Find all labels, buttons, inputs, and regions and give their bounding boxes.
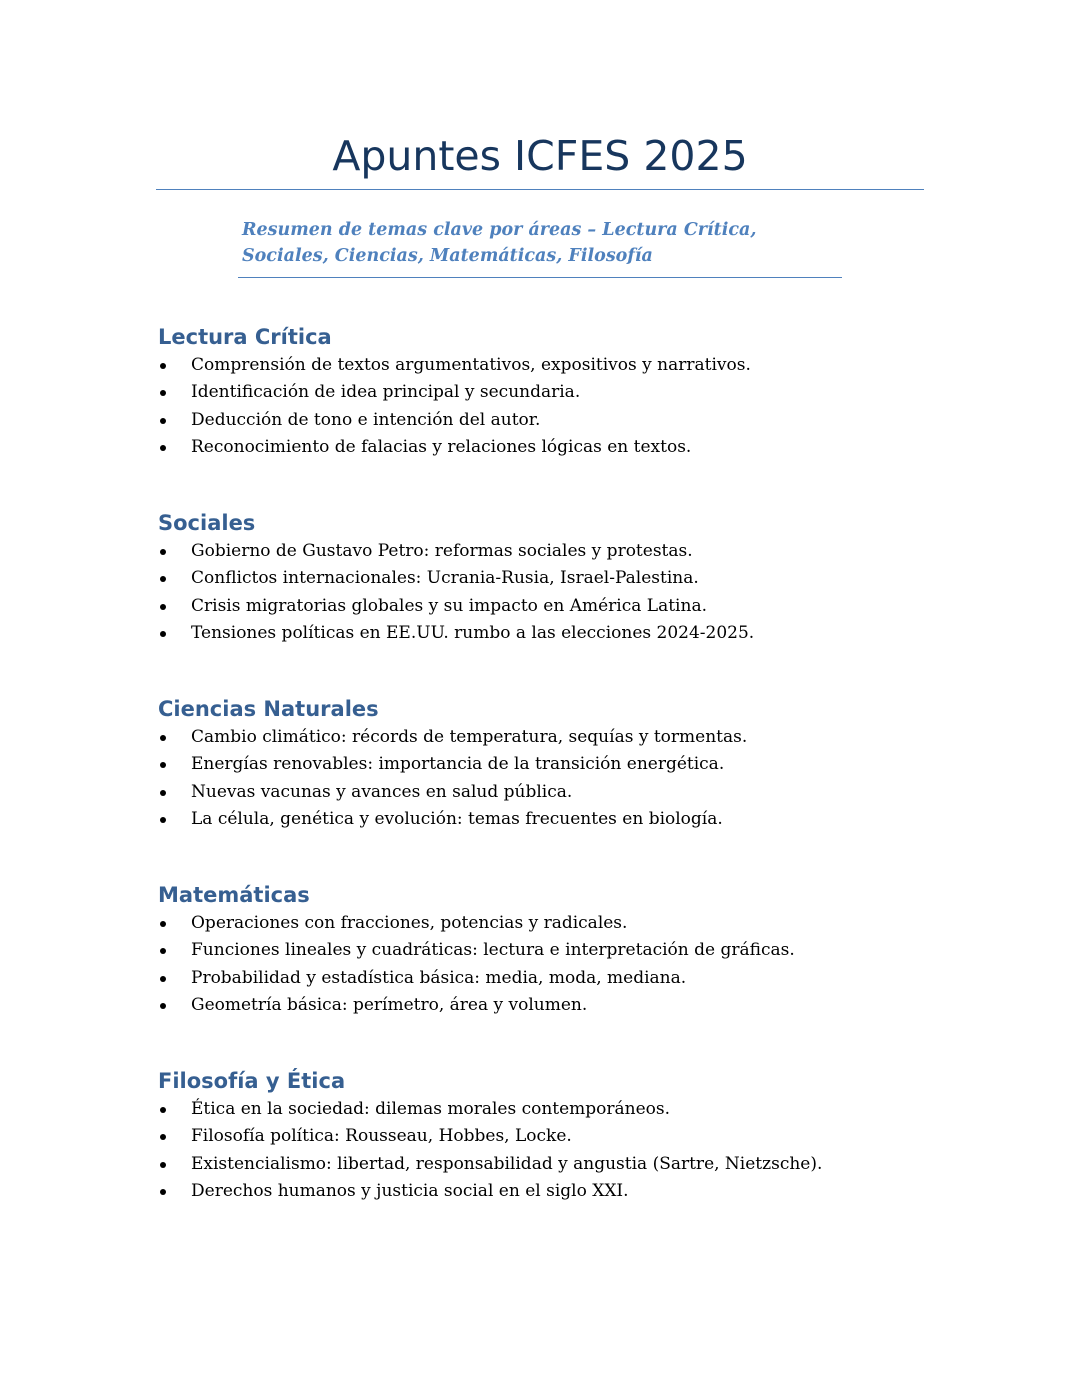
- bullet-list: [158, 910, 958, 1019]
- list-item: [158, 352, 958, 379]
- list-item: [158, 379, 958, 406]
- list-item-text: Derechos humanos y justicia social en el siglo XXI.: [191, 1180, 629, 1201]
- list-item-text: La célula, genética y evolución: temas frecuentes en biología.: [191, 808, 723, 829]
- list-item: [158, 593, 958, 620]
- list-item-text: Crisis migratorias globales y su impacto en América Latina.: [191, 595, 707, 616]
- section-ciencias-naturales: [158, 694, 958, 833]
- list-item: [158, 1178, 958, 1205]
- bullet-icon: [160, 390, 166, 396]
- list-item: [158, 620, 958, 647]
- list-item: [158, 992, 958, 1019]
- list-item-text: Funciones lineales y cuadráticas: lectura e interpretación de gráficas.: [191, 940, 795, 961]
- list-item: [158, 434, 958, 461]
- list-item-text: Cambio climático: récords de temperatura, sequías y tormentas.: [191, 727, 748, 747]
- section-matematicas: [158, 880, 958, 1019]
- list-item: [158, 965, 958, 992]
- list-item-text: Existencialismo: libertad, responsabilidad y angustia (Sartre, Nietzsche).: [191, 1153, 823, 1174]
- section-sociales: [158, 508, 958, 647]
- bullet-icon: [160, 576, 166, 582]
- bullet-icon: [160, 817, 166, 823]
- list-item: [158, 1096, 958, 1123]
- bullet-list: [158, 1096, 958, 1205]
- bullet-icon: [160, 1003, 166, 1009]
- list-item: [158, 910, 958, 937]
- section-heading: Sociales: [158, 511, 256, 535]
- list-item-text: Nuevas vacunas y avances en salud pública.: [191, 781, 573, 802]
- list-item-text: Probabilidad y estadística básica: media, moda, mediana.: [191, 967, 687, 988]
- list-item-text: Gobierno de Gustavo Petro: reformas sociales y protestas.: [191, 541, 693, 561]
- bullet-icon: [160, 418, 166, 424]
- bullet-icon: [160, 1107, 166, 1113]
- list-item: [158, 538, 958, 565]
- bullet-icon: [160, 735, 166, 741]
- list-item-text: Ética en la sociedad: dilemas morales contemporáneos.: [191, 1099, 671, 1119]
- list-item: [158, 806, 958, 833]
- bullet-icon: [160, 790, 166, 796]
- section-heading: Matemáticas: [158, 883, 310, 907]
- bullet-icon: [160, 948, 166, 954]
- section-heading: Ciencias Naturales: [158, 697, 379, 721]
- bullet-icon: [160, 1134, 166, 1140]
- document-subtitle: Resumen de temas clave por áreas – Lectura Crítica, Sociales, Ciencias, Matemáticas, Filosofía: [242, 220, 757, 266]
- bullet-icon: [160, 762, 166, 768]
- list-item-text: Identificación de idea principal y secundaria.: [191, 382, 581, 403]
- list-item-text: Reconocimiento de falacias y relaciones lógicas en textos.: [191, 436, 692, 457]
- bullet-list: [158, 352, 958, 461]
- list-item-text: Deducción de tono e intención del autor.: [191, 409, 541, 430]
- list-item-text: Geometría básica: perímetro, área y volumen.: [191, 994, 588, 1015]
- list-item: [158, 724, 958, 751]
- bullet-list: [158, 538, 958, 647]
- bullet-list: [158, 724, 958, 833]
- list-item: [158, 937, 958, 964]
- section-heading: Lectura Crítica: [158, 325, 332, 349]
- list-item: [158, 751, 958, 778]
- list-item: [158, 779, 958, 806]
- list-item-text: Energías renovables: importancia de la transición energética.: [191, 754, 725, 775]
- section-filosofia-etica: [158, 1066, 958, 1205]
- list-item-text: Comprensión de textos argumentativos, expositivos y narrativos.: [191, 355, 751, 375]
- bullet-icon: [160, 445, 166, 451]
- list-item: [158, 1151, 958, 1178]
- bullet-icon: [160, 1162, 166, 1168]
- list-item: [158, 1123, 958, 1150]
- list-item: [158, 407, 958, 434]
- bullet-icon: [160, 604, 166, 610]
- bullet-icon: [160, 549, 166, 555]
- document-title: Apuntes ICFES 2025: [332, 132, 748, 180]
- bullet-icon: [160, 976, 166, 982]
- list-item-text: Filosofía política: Rousseau, Hobbes, Locke.: [191, 1126, 572, 1147]
- bullet-icon: [160, 1189, 166, 1195]
- bullet-icon: [160, 921, 166, 927]
- list-item: [158, 565, 958, 592]
- list-item-text: Tensiones políticas en EE.UU. rumbo a las elecciones 2024-2025.: [191, 622, 755, 643]
- bullet-icon: [160, 363, 166, 369]
- list-item-text: Operaciones con fracciones, potencias y radicales.: [191, 913, 628, 933]
- bullet-icon: [160, 631, 166, 637]
- title-divider: [156, 189, 924, 190]
- section-heading: Filosofía y Ética: [158, 1069, 346, 1093]
- section-lectura-critica: [158, 322, 958, 461]
- subtitle-divider: [238, 277, 842, 278]
- list-item-text: Conflictos internacionales: Ucrania-Rusia, Israel-Palestina.: [191, 568, 699, 589]
